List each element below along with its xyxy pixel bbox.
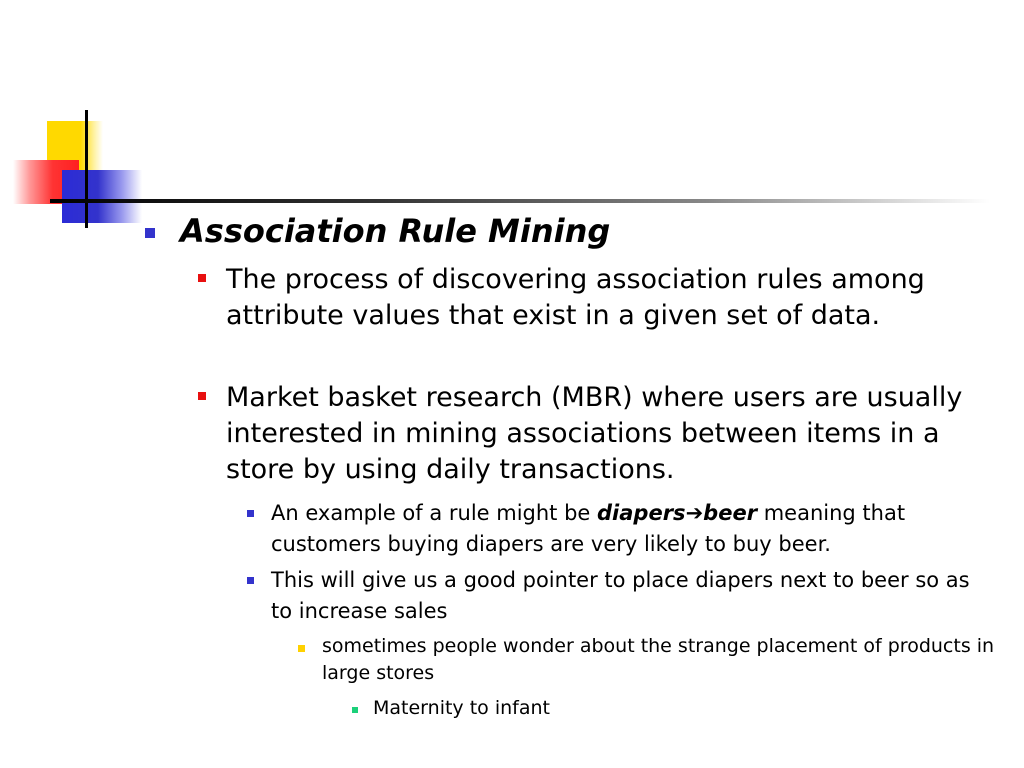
bullet-text: This will give us a good pointer to place diapers next to beer so as to increase sales xyxy=(271,568,970,623)
bullet-text: Market basket research (MBR) where users are usually interested in mining associations between items in a store by using daily transactions. xyxy=(226,382,963,485)
rule-consequent: beer xyxy=(703,501,758,525)
bullet-level-5 xyxy=(373,695,973,722)
example-prefix: An example of a rule might be xyxy=(271,501,598,525)
bullet-level-4 xyxy=(322,633,1002,687)
square-bullet-icon xyxy=(247,577,254,584)
title-underline xyxy=(50,199,990,203)
example-suffix: meaning that customers buying diapers are very likely to buy beer. xyxy=(271,501,906,556)
bullet-level-1 xyxy=(180,212,1000,250)
rule-antecedent: diapers xyxy=(597,501,686,525)
bullet-level-3-pointer xyxy=(271,565,991,627)
corner-decoration xyxy=(0,0,1024,240)
square-bullet-icon xyxy=(145,228,155,238)
slide-title: Association Rule Mining xyxy=(180,212,611,250)
blue-square-decoration xyxy=(62,170,142,223)
vertical-divider-line xyxy=(85,110,88,228)
square-bullet-icon xyxy=(198,392,206,400)
bullet-text: The process of discovering association rules among attribute values that exist in a given set of data. xyxy=(226,264,925,331)
bullet-text: Maternity to infant xyxy=(373,697,550,719)
square-bullet-icon xyxy=(198,274,206,282)
bullet-level-3-example xyxy=(271,498,1001,560)
square-bullet-icon xyxy=(352,707,358,713)
bullet-text xyxy=(271,498,1001,560)
bullet-text: sometimes people wonder about the strange placement of products in large stores xyxy=(322,635,995,684)
bullet-level-2-mbr xyxy=(226,380,996,488)
square-bullet-icon xyxy=(298,645,305,652)
square-bullet-icon xyxy=(247,510,254,517)
arrow-right-icon: ➔ xyxy=(685,501,704,525)
bullet-level-2-definition xyxy=(226,262,996,334)
